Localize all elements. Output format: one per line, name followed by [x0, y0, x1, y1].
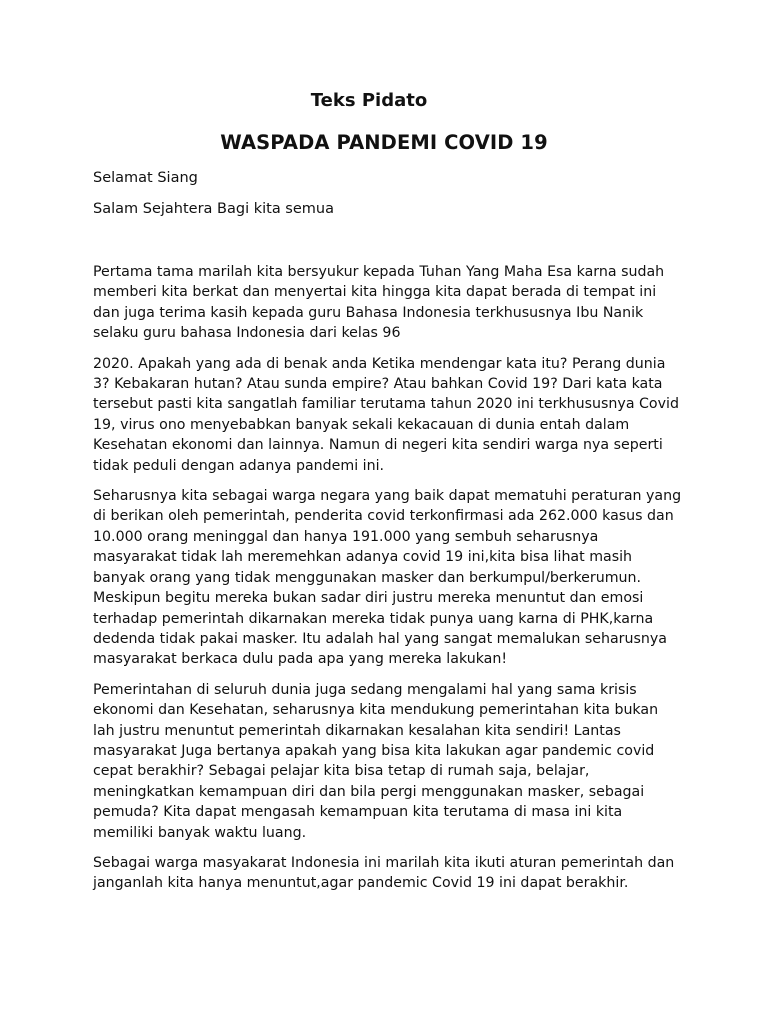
- paragraph-government: Pemerintahan di seluruh dunia juga sedang mengalami hal yang sama krisis ekonomi dan Kesehatan, seharusnya kita mendukung pemerintahan kita bukan lah justru menuntut pemerintah dikarnakan kesalahan kita sendiri! Lantas masyarakat Juga bertanya apakah yang bisa kita lakukan agar pandemic covid cepat berakhir? Sebagai pelajar kita bisa tetap di rumah saja, belajar, meningkatkan kemampuan diri dan bila pergi menggunakan masker, sebagai pemuda? Kita dapat mengasah kemampuan kita terutama di masa ini kita memiliki banyak waktu luang.: [93, 681, 659, 841]
- document-label: Teks Pidato: [310, 90, 428, 111]
- paragraph-opening: Pertama tama marilah kita bersyukur kepada Tuhan Yang Maha Esa karna sudah memberi kita berkat dan menyertai kita hingga kita dapat berada di tempat ini dan juga terima kasih kepada guru Bahasa Indonesia terkhususnya Ibu Nanik selaku guru bahasa Indonesia dari kelas 96: [93, 264, 665, 342]
- paragraph-questions: 2020. Apakah yang ada di benak anda Ketika mendengar kata itu? Perang dunia 3? Kebakaran hutan? Atau sunda empire? Atau bahkan Covid 19? Dari kata kata tersebut pasti kita sangatlah familiar terutama tahun 2020 ini terkhususnya Covid 19, virus ono menyebabkan banyak sekali kekacauan di dunia entah dalam Kesehatan ekonomi dan lainnya. Namun di negeri kita sendiri warga nya seperti tidak peduli dengan adanya pandemi ini.: [93, 355, 679, 474]
- greeting-line-2: Salam Sejahtera Bagi kita semua: [93, 201, 334, 217]
- greeting-line-1: Selamat Siang: [93, 170, 198, 186]
- paragraph-closing: Sebagai warga masyakarat Indonesia ini marilah kita ikuti aturan pemerintah dan janganlah kita hanya menuntut,agar pandemic Covid 19 ini dapat berakhir.: [93, 854, 675, 892]
- speech-body: [93, 262, 683, 904]
- document-title: WASPADA PANDEMI COVID 19: [220, 131, 548, 154]
- paragraph-citizen-duty: Seharusnya kita sebagai warga negara yang baik dapat mematuhi peraturan yang di berikan oleh pemerintah, penderita covid terkonfirmasi ada 262.000 kasus dan 10.000 orang meninggal dan hanya 191.000 yang sembuh seharusnya masyarakat tidak lah meremehkan adanya covid 19 ini,kita bisa lihat masih banyak orang yang tidak menggunakan masker dan berkumpul/berkerumun. Meskipun begitu mereka bukan sadar diri justru mereka menuntut dan emosi terhadap pemerintah dikarnakan mereka tidak punya uang karna di PHK,karna dedenda tidak pakai masker. Itu adalah hal yang sangat memalukan seharusnya masyarakat berkaca dulu pada apa yang mereka lakukan!: [93, 488, 682, 668]
